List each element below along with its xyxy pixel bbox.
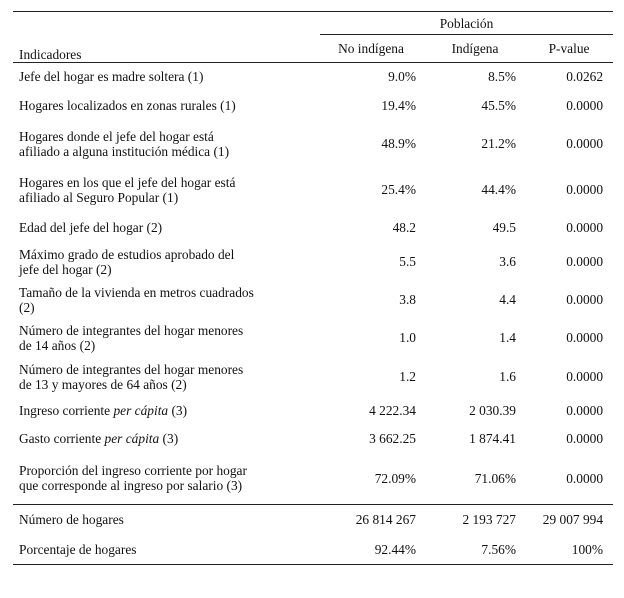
col-header-no-indigena: No indígena xyxy=(338,41,404,56)
col-header-indicadores: Indicadores xyxy=(19,47,82,62)
row-label-line: de 14 años (2) xyxy=(19,337,96,353)
header-group-row xyxy=(13,12,613,35)
value-pvalue: 0.0000 xyxy=(566,182,604,197)
table-row xyxy=(13,243,613,281)
table-row xyxy=(13,319,613,357)
row-label xyxy=(13,357,320,397)
value-pvalue: 0.0262 xyxy=(525,63,613,91)
totals-label: Número de hogares xyxy=(13,505,320,535)
row-label-line: afiliado a alguna institución médica (1) xyxy=(19,143,230,159)
value-indigena: 71.06% xyxy=(474,470,516,486)
value-indigena: 1 874.41 xyxy=(469,431,516,446)
table-row xyxy=(13,167,613,213)
row-label-line: que corresponde al ingreso por salario (3) xyxy=(19,478,243,494)
col-header-indigena: Indígena xyxy=(451,41,499,56)
table-row xyxy=(13,281,613,319)
value-no-indigena: 72.09% xyxy=(374,470,416,486)
value-no-indigena: 25.4% xyxy=(381,182,416,197)
value-no-indigena: 5.5 xyxy=(399,254,416,269)
row-label: Hogares localizados en zonas rurales (1) xyxy=(19,98,236,113)
row-label xyxy=(13,425,320,453)
value-no-indigena: 3.8 xyxy=(399,292,416,307)
row-label-emphasis: per cápita xyxy=(104,431,160,446)
value-indigena: 3.6 xyxy=(499,254,516,269)
value-indigena: 4.4 xyxy=(499,292,516,307)
poblacion-group-header: Población xyxy=(320,12,613,35)
row-label-text: (3) xyxy=(159,431,179,446)
row-label-line: Número de integrantes del hogar menores xyxy=(19,361,244,377)
row-label-line: (2) xyxy=(19,299,35,315)
value-total: 29 007 994 xyxy=(525,505,613,535)
table-row xyxy=(13,121,613,167)
value-no-indigena: 26 814 267 xyxy=(320,505,425,535)
value-no-indigena: 1.0 xyxy=(399,330,416,345)
table-row xyxy=(13,453,613,505)
value-indigena: 21.2% xyxy=(481,136,516,151)
value-pvalue: 0.0000 xyxy=(566,369,604,384)
value-indigena: 49.5 xyxy=(492,220,516,235)
value-indigena: 2 193 727 xyxy=(425,505,525,535)
row-label xyxy=(13,319,320,357)
row-label-line: Hogares donde el jefe del hogar está xyxy=(19,128,214,144)
header-empty-cell xyxy=(13,12,320,35)
row-label-line: Máximo grado de estudios aprobado del xyxy=(19,246,235,262)
row-label-line: Número de integrantes del hogar menores xyxy=(19,322,244,338)
row-label-line: Tamaño de la vivienda en metros cuadrados xyxy=(19,284,254,300)
row-label-text: (3) xyxy=(168,403,188,418)
header-column-row xyxy=(13,35,613,63)
row-label-line: de 13 y mayores de 64 años (2) xyxy=(19,376,187,392)
value-indigena: 8.5% xyxy=(425,63,525,91)
value-pvalue: 0.0000 xyxy=(566,136,604,151)
row-label xyxy=(13,281,320,319)
row-label-line: afiliado al Seguro Popular (1) xyxy=(19,189,179,205)
value-no-indigena: 1.2 xyxy=(399,369,416,384)
table-row xyxy=(13,397,613,425)
row-label-text: Gasto corriente xyxy=(19,431,105,446)
totals-label: Porcentaje de hogares xyxy=(13,535,320,565)
value-indigena: 44.4% xyxy=(481,182,516,197)
value-pvalue: 0.0000 xyxy=(566,403,604,418)
indicators-table xyxy=(13,11,613,565)
row-label-line: jefe del hogar (2) xyxy=(19,261,112,277)
value-pvalue: 0.0000 xyxy=(566,254,604,269)
row-label: Edad del jefe del hogar (2) xyxy=(19,220,163,235)
row-label: Jefe del hogar es madre soltera (1) xyxy=(13,63,320,91)
indicators-table-container xyxy=(13,11,613,588)
value-no-indigena: 19.4% xyxy=(381,98,416,113)
value-indigena: 2 030.39 xyxy=(469,403,516,418)
value-pvalue: 0.0000 xyxy=(566,470,604,486)
row-label-emphasis: per cápita xyxy=(113,403,169,418)
table-row xyxy=(13,425,613,453)
row-label xyxy=(13,167,320,213)
row-label xyxy=(13,453,320,505)
row-label xyxy=(13,243,320,281)
value-no-indigena: 9.0% xyxy=(320,63,425,91)
value-no-indigena: 92.44% xyxy=(320,535,425,565)
col-header-pvalue: P-value xyxy=(548,41,590,56)
value-indigena: 1.6 xyxy=(499,369,516,384)
value-pvalue: 0.0000 xyxy=(566,220,604,235)
value-no-indigena: 48.9% xyxy=(381,136,416,151)
row-label xyxy=(13,121,320,167)
row-label xyxy=(13,397,320,425)
value-indigena: 45.5% xyxy=(481,98,516,113)
row-label-line: Hogares en los que el jefe del hogar está xyxy=(19,174,236,190)
value-pvalue: 0.0000 xyxy=(566,330,604,345)
value-no-indigena: 48.2 xyxy=(392,220,416,235)
value-total: 100% xyxy=(525,535,613,565)
row-label-line: Proporción del ingreso corriente por hogar xyxy=(19,463,247,479)
table-row xyxy=(13,63,613,91)
totals-row xyxy=(13,535,613,565)
value-pvalue: 0.0000 xyxy=(566,98,604,113)
value-pvalue: 0.0000 xyxy=(566,292,604,307)
value-indigena: 7.56% xyxy=(425,535,525,565)
value-pvalue: 0.0000 xyxy=(566,431,604,446)
value-indigena: 1.4 xyxy=(499,330,516,345)
table-row xyxy=(13,213,613,243)
value-no-indigena: 3 662.25 xyxy=(369,431,416,446)
value-no-indigena: 4 222.34 xyxy=(369,403,416,418)
row-label-text: Ingreso corriente xyxy=(19,403,114,418)
totals-row xyxy=(13,505,613,535)
table-row xyxy=(13,91,613,121)
table-row xyxy=(13,357,613,397)
